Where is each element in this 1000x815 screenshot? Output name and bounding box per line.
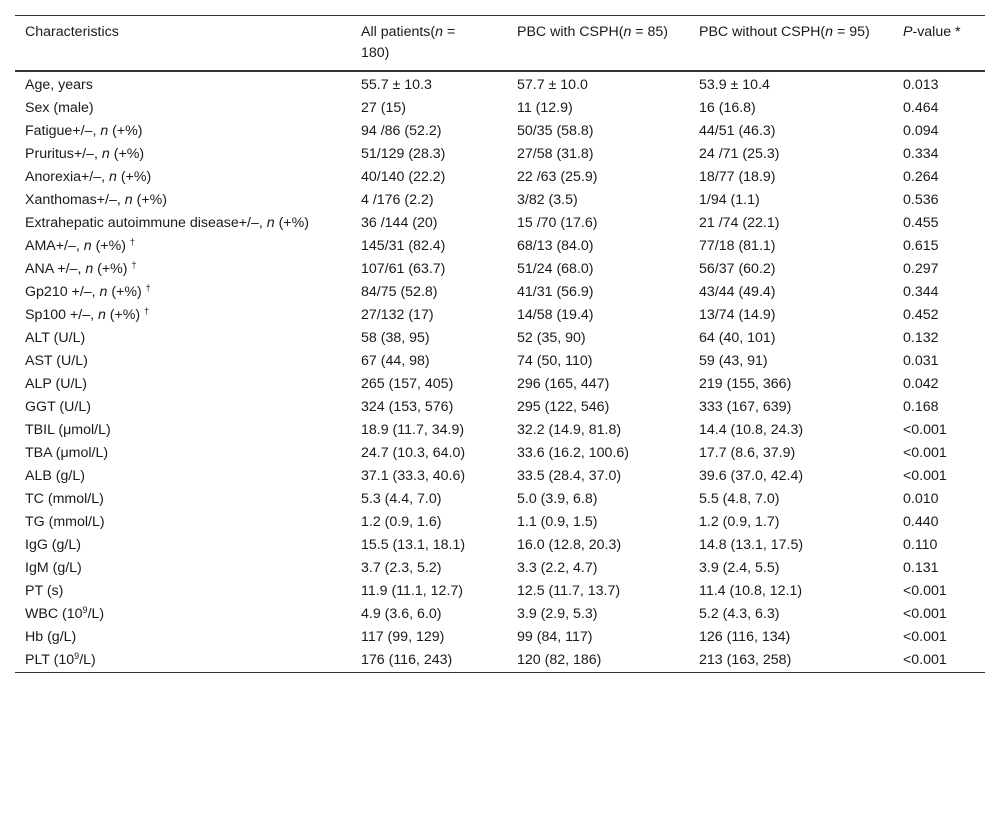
cell-pbc-without-csph: 126 (116, 134) <box>699 629 791 645</box>
row-label: TC (mmol/L) <box>25 491 104 507</box>
cell-p-value: 0.013 <box>903 77 939 93</box>
cell-all-patients: 37.1 (33.3, 40.6) <box>361 468 466 484</box>
cell-pbc-without-csph: 77/18 (81.1) <box>699 238 776 254</box>
row-label: Sp100 +/–, n (+%) † <box>25 306 150 323</box>
table-row <box>15 258 985 281</box>
table-row <box>15 120 985 143</box>
cell-pbc-with-csph: 57.7 ± 10.0 <box>517 77 588 93</box>
cell-all-patients: 27/132 (17) <box>361 307 434 323</box>
table-row <box>15 212 985 235</box>
row-label: AST (U/L) <box>25 353 88 369</box>
cell-pbc-without-csph: 53.9 ± 10.4 <box>699 77 770 93</box>
cell-p-value: <0.001 <box>903 652 947 668</box>
row-label: Sex (male) <box>25 100 94 116</box>
cell-pbc-with-csph: 296 (165, 447) <box>517 376 610 392</box>
cell-p-value: 0.440 <box>903 514 939 530</box>
cell-pbc-with-csph: 11 (12.9) <box>517 100 573 116</box>
row-label: ANA +/–, n (+%) † <box>25 260 137 277</box>
cell-pbc-with-csph: 3.3 (2.2, 4.7) <box>517 560 598 576</box>
cell-pbc-with-csph: 41/31 (56.9) <box>517 284 594 300</box>
table-row <box>15 396 985 419</box>
cell-p-value: 0.464 <box>903 100 939 116</box>
cell-p-value: 0.010 <box>903 491 939 507</box>
row-label: Age, years <box>25 77 93 93</box>
cell-pbc-with-csph: 99 (84, 117) <box>517 629 593 645</box>
cell-pbc-with-csph: 14/58 (19.4) <box>517 307 594 323</box>
table-row <box>15 166 985 189</box>
table-row <box>15 281 985 304</box>
cell-pbc-without-csph: 21 /74 (22.1) <box>699 215 780 231</box>
row-label: TBA (μmol/L) <box>25 445 109 461</box>
row-label: PLT $(10^9/L)$ <box>25 651 96 668</box>
cell-all-patients: 27 (15) <box>361 100 406 116</box>
characteristics-table <box>15 15 985 673</box>
cell-pbc-without-csph: 18/77 (18.9) <box>699 169 776 185</box>
cell-all-patients: 55.7 ± 10.3 <box>361 77 432 93</box>
table-row <box>15 534 985 557</box>
cell-pbc-with-csph: 12.5 (11.7, 13.7) <box>517 583 621 599</box>
table-row <box>15 143 985 166</box>
table-row <box>15 626 985 649</box>
characteristics-table-wrapper <box>15 15 985 673</box>
cell-all-patients: 117 (99, 129) <box>361 629 445 645</box>
cell-pbc-with-csph: 3/82 (3.5) <box>517 192 578 208</box>
cell-all-patients: 40/140 (22.2) <box>361 169 446 185</box>
header-all-patients: All patients(n = 180) <box>361 24 456 61</box>
table-row <box>15 442 985 465</box>
cell-all-patients: 15.5 (13.1, 18.1) <box>361 537 466 553</box>
cell-pbc-without-csph: 219 (155, 366) <box>699 376 792 392</box>
cell-p-value: 0.615 <box>903 238 939 254</box>
table-header <box>15 16 985 72</box>
cell-pbc-with-csph: 15 /70 (17.6) <box>517 215 598 231</box>
cell-pbc-with-csph: 3.9 (2.9, 5.3) <box>517 606 598 622</box>
cell-all-patients: 1.2 (0.9, 1.6) <box>361 514 442 530</box>
cell-p-value: <0.001 <box>903 629 947 645</box>
cell-all-patients: 36 /144 (20) <box>361 215 438 231</box>
cell-pbc-with-csph: 120 (82, 186) <box>517 652 602 668</box>
cell-p-value: 0.536 <box>903 192 939 208</box>
table-row <box>15 373 985 396</box>
cell-p-value: <0.001 <box>903 422 947 438</box>
table-row <box>15 649 985 673</box>
table-row <box>15 419 985 442</box>
row-label: Fatigue+/–, n (+%) <box>25 123 143 139</box>
cell-all-patients: 145/31 (82.4) <box>361 238 446 254</box>
header-characteristics: Characteristics <box>25 24 119 40</box>
cell-pbc-with-csph: 50/35 (58.8) <box>517 123 594 139</box>
row-label: TG (mmol/L) <box>25 514 105 530</box>
row-label: ALP (U/L) <box>25 376 88 392</box>
table-row <box>15 327 985 350</box>
row-label: GGT (U/L) <box>25 399 91 415</box>
cell-pbc-with-csph: 22 /63 (25.9) <box>517 169 598 185</box>
cell-p-value: 0.452 <box>903 307 939 323</box>
cell-pbc-with-csph: 52 (35, 90) <box>517 330 586 346</box>
row-label: Xanthomas+/–, n (+%) <box>25 192 167 208</box>
row-label: Extrahepatic autoimmune disease+/–, n (+%) <box>25 215 309 231</box>
cell-pbc-without-csph: 44/51 (46.3) <box>699 123 776 139</box>
cell-all-patients: 3.7 (2.3, 5.2) <box>361 560 442 576</box>
row-label: ALB (g/L) <box>25 468 85 484</box>
table-row <box>15 557 985 580</box>
cell-p-value: 0.042 <box>903 376 939 392</box>
cell-p-value: <0.001 <box>903 445 947 461</box>
table-row <box>15 304 985 327</box>
cell-p-value: 0.131 <box>903 560 939 576</box>
cell-pbc-without-csph: 14.8 (13.1, 17.5) <box>699 537 804 553</box>
cell-pbc-without-csph: 5.2 (4.3, 6.3) <box>699 606 780 622</box>
cell-all-patients: 324 (153, 576) <box>361 399 454 415</box>
row-label: IgG (g/L) <box>25 537 81 553</box>
cell-pbc-without-csph: 3.9 (2.4, 5.5) <box>699 560 780 576</box>
cell-pbc-with-csph: 33.6 (16.2, 100.6) <box>517 445 630 461</box>
header-row <box>15 16 985 72</box>
row-label: WBC $(10^9/L)$ <box>25 605 105 622</box>
header-p-value: P-value * <box>903 24 961 40</box>
cell-p-value: 0.344 <box>903 284 939 300</box>
cell-p-value: 0.455 <box>903 215 939 231</box>
row-label: TBIL (μmol/L) <box>25 422 111 438</box>
header-pbc-without-csph: PBC without CSPH(n = 95) <box>699 24 870 40</box>
cell-pbc-without-csph: 13/74 (14.9) <box>699 307 776 323</box>
cell-pbc-with-csph: 74 (50, 110) <box>517 353 593 369</box>
row-label: Pruritus+/–, n (+%) <box>25 146 145 162</box>
table-row <box>15 580 985 603</box>
cell-pbc-without-csph: 24 /71 (25.3) <box>699 146 780 162</box>
table-row <box>15 350 985 373</box>
cell-all-patients: 11.9 (11.1, 12.7) <box>361 583 464 599</box>
cell-pbc-with-csph: 32.2 (14.9, 81.8) <box>517 422 622 438</box>
cell-pbc-without-csph: 17.7 (8.6, 37.9) <box>699 445 796 461</box>
table-row <box>15 235 985 258</box>
cell-p-value: <0.001 <box>903 606 947 622</box>
cell-pbc-without-csph: 5.5 (4.8, 7.0) <box>699 491 780 507</box>
cell-p-value: 0.334 <box>903 146 939 162</box>
row-label: PT (s) <box>25 583 64 599</box>
cell-all-patients: 24.7 (10.3, 64.0) <box>361 445 466 461</box>
cell-all-patients: 107/61 (63.7) <box>361 261 446 277</box>
cell-p-value: 0.168 <box>903 399 939 415</box>
table-row <box>15 511 985 534</box>
cell-pbc-without-csph: 16 (16.8) <box>699 100 756 116</box>
cell-pbc-without-csph: 56/37 (60.2) <box>699 261 776 277</box>
cell-pbc-without-csph: 213 (163, 258) <box>699 652 792 668</box>
table-row <box>15 97 985 120</box>
cell-p-value: 0.031 <box>903 353 939 369</box>
cell-pbc-without-csph: 333 (167, 639) <box>699 399 792 415</box>
cell-all-patients: 4 /176 (2.2) <box>361 192 434 208</box>
table-row <box>15 603 985 626</box>
row-label: Hb (g/L) <box>25 629 77 645</box>
cell-pbc-with-csph: 68/13 (84.0) <box>517 238 594 254</box>
cell-p-value: 0.132 <box>903 330 939 346</box>
cell-pbc-with-csph: 16.0 (12.8, 20.3) <box>517 537 622 553</box>
cell-pbc-with-csph: 27/58 (31.8) <box>517 146 594 162</box>
table-row <box>15 189 985 212</box>
cell-p-value: 0.094 <box>903 123 939 139</box>
row-label: AMA+/–, n (+%) † <box>25 237 135 254</box>
cell-all-patients: 4.9 (3.6, 6.0) <box>361 606 442 622</box>
cell-all-patients: 5.3 (4.4, 7.0) <box>361 491 442 507</box>
cell-p-value: 0.297 <box>903 261 939 277</box>
row-label: Gp210 +/–, n (+%) † <box>25 283 151 300</box>
cell-pbc-without-csph: 11.4 (10.8, 12.1) <box>699 583 803 599</box>
cell-pbc-without-csph: 14.4 (10.8, 24.3) <box>699 422 804 438</box>
cell-p-value: <0.001 <box>903 583 947 599</box>
cell-all-patients: 58 (38, 95) <box>361 330 430 346</box>
cell-all-patients: 51/129 (28.3) <box>361 146 446 162</box>
cell-all-patients: 84/75 (52.8) <box>361 284 438 300</box>
cell-all-patients: 18.9 (11.7, 34.9) <box>361 422 465 438</box>
table-row <box>15 71 985 97</box>
cell-pbc-without-csph: 39.6 (37.0, 42.4) <box>699 468 804 484</box>
row-label: IgM (g/L) <box>25 560 82 576</box>
cell-pbc-without-csph: 1.2 (0.9, 1.7) <box>699 514 780 530</box>
cell-p-value: 0.110 <box>903 537 938 553</box>
row-label: Anorexia+/–, n (+%) <box>25 169 152 185</box>
cell-all-patients: 94 /86 (52.2) <box>361 123 442 139</box>
cell-pbc-without-csph: 43/44 (49.4) <box>699 284 776 300</box>
cell-pbc-with-csph: 295 (122, 546) <box>517 399 610 415</box>
cell-p-value: 0.264 <box>903 169 939 185</box>
cell-pbc-without-csph: 1/94 (1.1) <box>699 192 760 208</box>
header-pbc-with-csph: PBC with CSPH(n = 85) <box>517 24 669 40</box>
table-body <box>15 71 985 673</box>
table-row <box>15 465 985 488</box>
cell-pbc-with-csph: 5.0 (3.9, 6.8) <box>517 491 598 507</box>
cell-pbc-with-csph: 51/24 (68.0) <box>517 261 594 277</box>
row-label: ALT (U/L) <box>25 330 86 346</box>
cell-p-value: <0.001 <box>903 468 947 484</box>
cell-pbc-with-csph: 33.5 (28.4, 37.0) <box>517 468 622 484</box>
cell-all-patients: 265 (157, 405) <box>361 376 454 392</box>
cell-pbc-without-csph: 64 (40, 101) <box>699 330 776 346</box>
cell-pbc-without-csph: 59 (43, 91) <box>699 353 768 369</box>
cell-pbc-with-csph: 1.1 (0.9, 1.5) <box>517 514 598 530</box>
cell-all-patients: 176 (116, 243) <box>361 652 453 668</box>
cell-all-patients: 67 (44, 98) <box>361 353 430 369</box>
table-row <box>15 488 985 511</box>
